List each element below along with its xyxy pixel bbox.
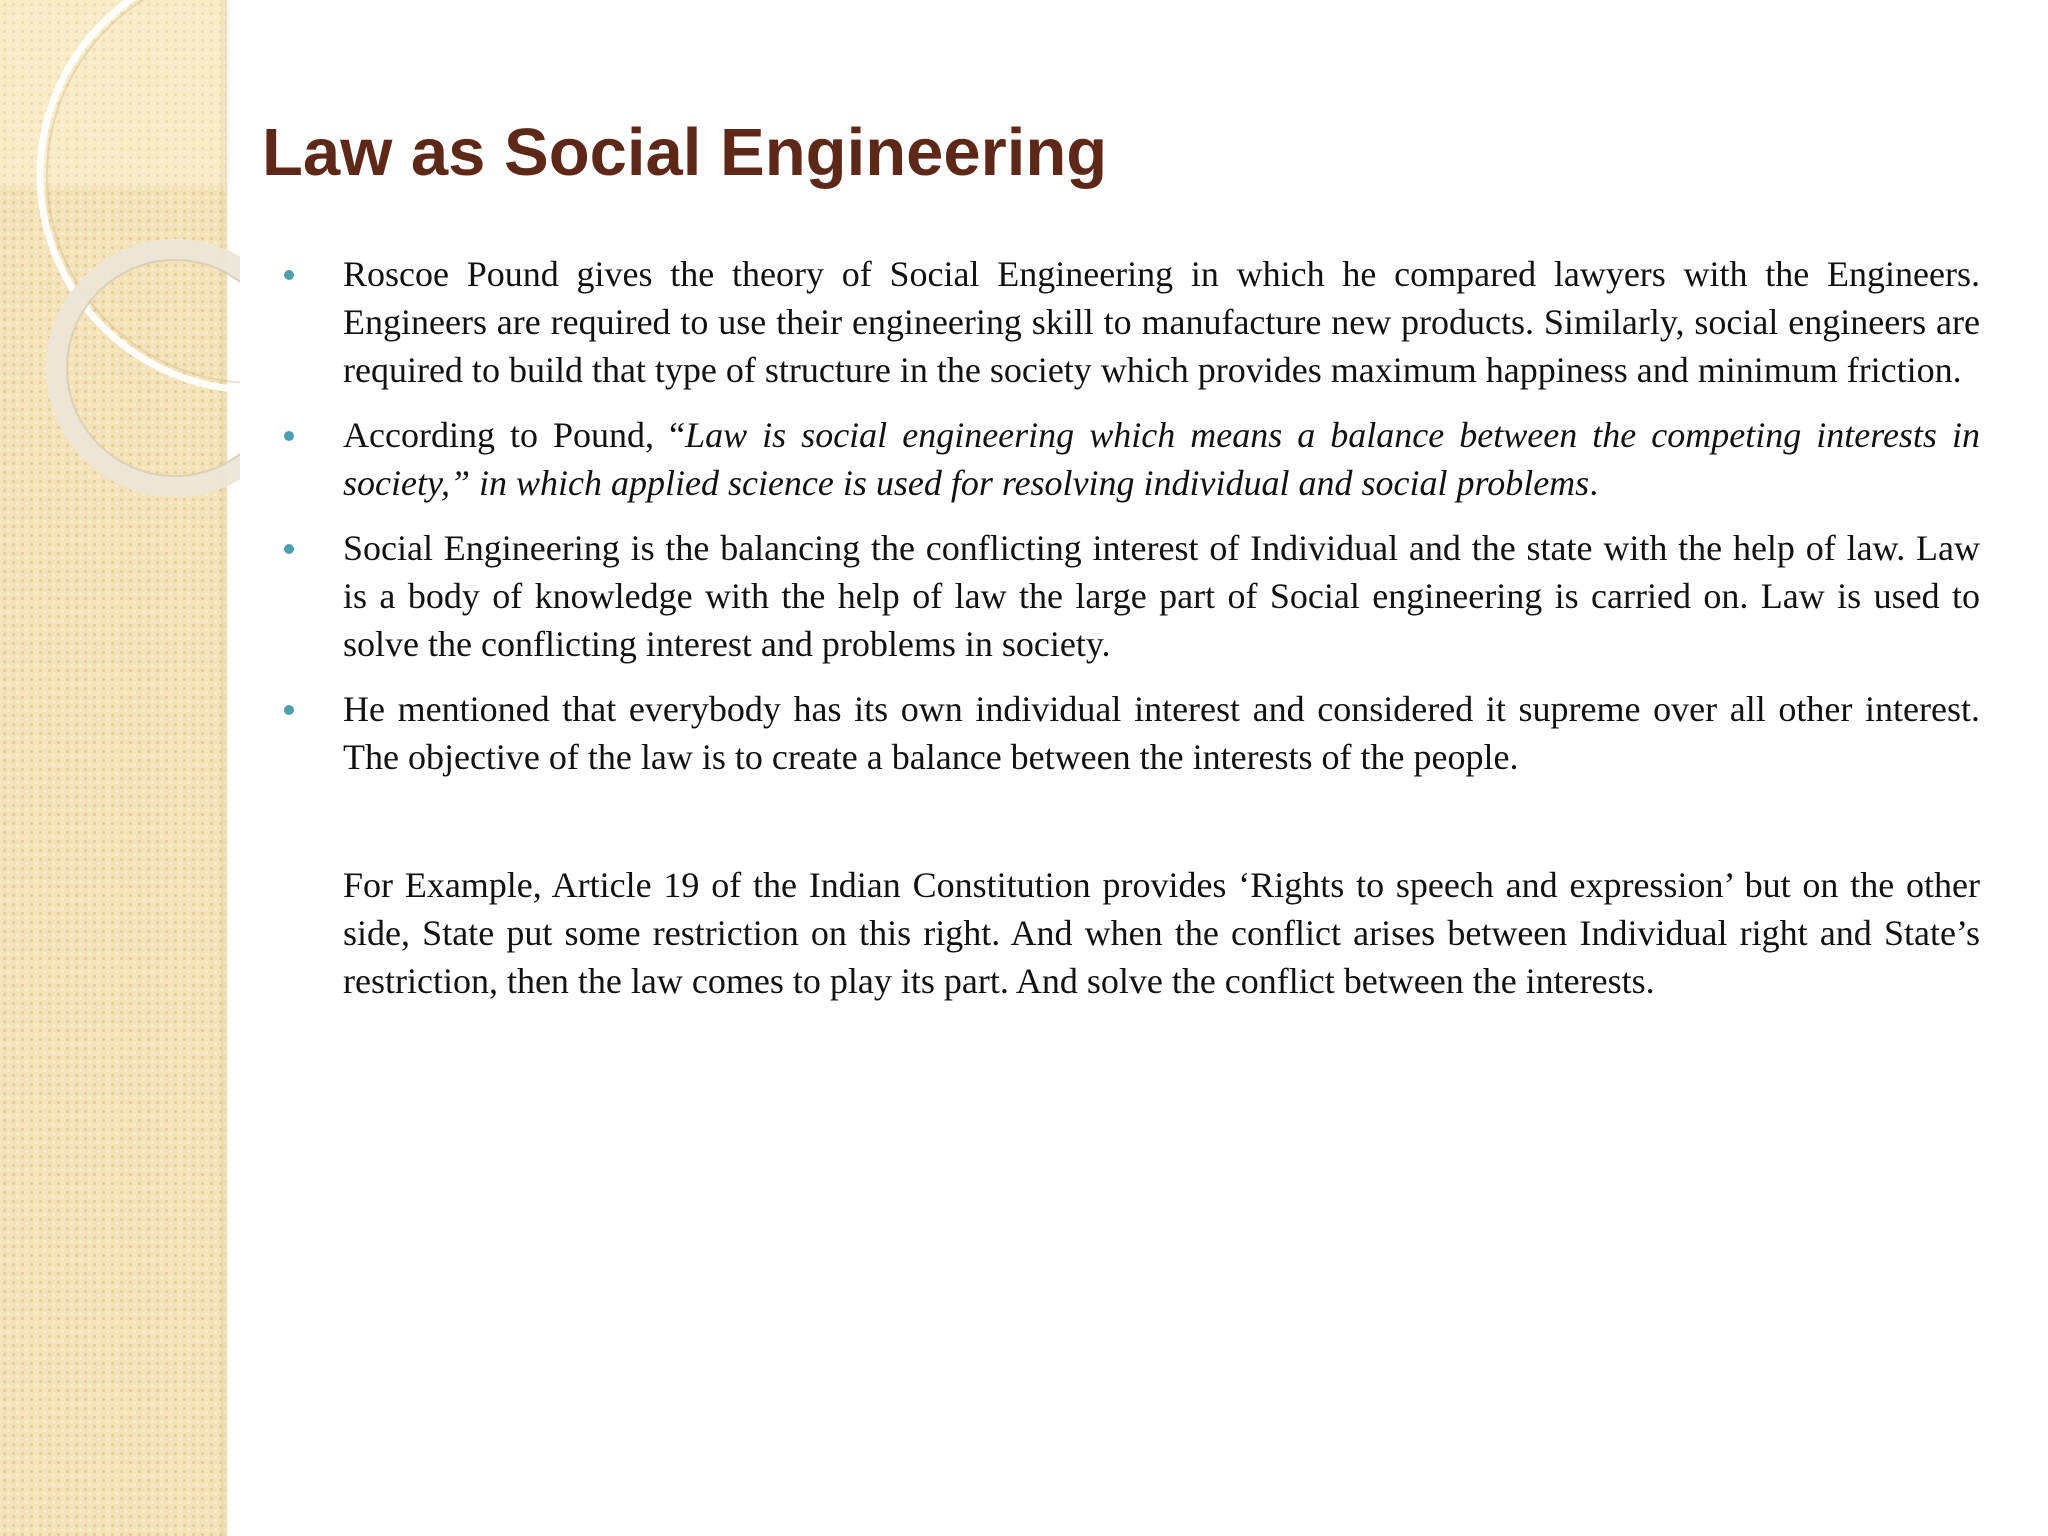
- bullet-intro-text: According to Pound, “: [343, 415, 686, 455]
- bullet-dot-icon: [284, 270, 294, 280]
- bullet-item: [280, 250, 1980, 394]
- bullet-item: [280, 411, 1980, 507]
- example-paragraph: For Example, Article 19 of the Indian Constitution provides ‘Rights to speech and expression’ but on the other side, State put some restriction on this right. And when the conflict arises between Individual right and State’s restriction, then the law comes to play its part. And solve the conflict between the interests.: [343, 865, 1980, 1001]
- bullet-dot-icon: [284, 544, 294, 554]
- bullet-text: He mentioned that everybody has its own individual interest and considered it supreme over all other interest. The objective of the law is to create a balance between the interests of the people.: [343, 689, 1980, 777]
- bullet-quote-text: Law is social engineering which means a balance between the competing interests in society,” in which applied science is used for resolving individual and social problems: [343, 415, 1980, 503]
- slide-content: [280, 250, 1980, 1005]
- bullet-list: [280, 250, 1980, 781]
- side-band-shadow: [221, 0, 231, 1536]
- bullet-dot-icon: [284, 705, 294, 715]
- bullet-text: Roscoe Pound gives the theory of Social Engineering in which he compared lawyers with the Engineers. Engineers are required to use their engineering skill to manufacture new products. Similarly, social engineers are required to build that type of structure in the society which provides maximum happiness and minimum friction.: [343, 254, 1980, 390]
- decorative-side-band: [0, 0, 227, 1536]
- bullet-dot-icon: [284, 431, 294, 441]
- bullet-item: [280, 685, 1980, 781]
- bullet-item: [280, 524, 1980, 668]
- slide-title: Law as Social Engineering: [262, 115, 1108, 190]
- bullet-end-text: .: [1589, 463, 1599, 503]
- bullet-text: Social Engineering is the balancing the conflicting interest of Individual and the state with the help of law. Law is a body of knowledge with the help of law the large part of Social engineering is carried on. Law is used to solve the conflicting interest and problems in society.: [343, 528, 1980, 664]
